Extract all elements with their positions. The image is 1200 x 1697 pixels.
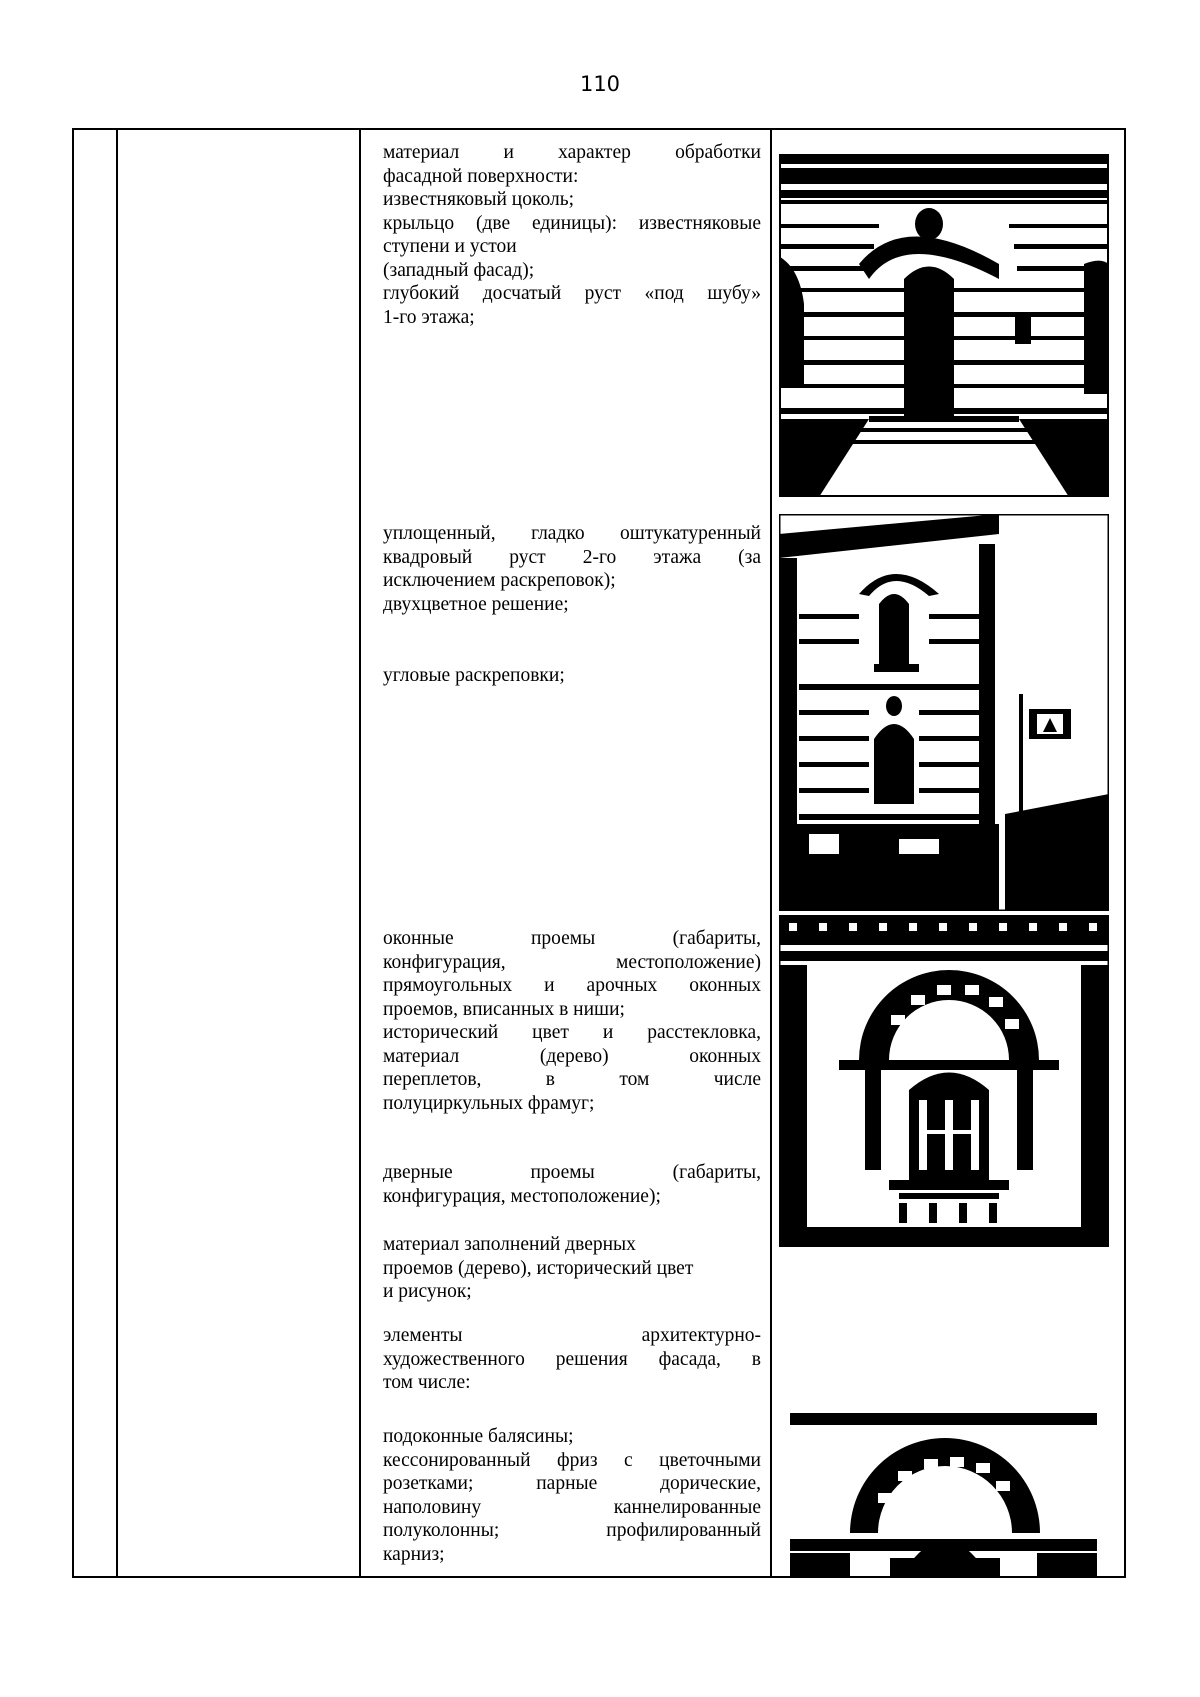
column-divider	[116, 130, 118, 1576]
text-line: и рисунок;	[383, 1281, 472, 1302]
coffered-arch-frieze-photo	[790, 1413, 1097, 1576]
text-line: квадровый руст 2-го этажа (за	[383, 546, 761, 568]
text-line: (западный фасад);	[383, 259, 535, 281]
text-line: исторический цвет и расстекловка,	[383, 1022, 761, 1043]
text-block-window-openings	[383, 927, 761, 1115]
arched-entrance-facade-photo	[779, 154, 1109, 497]
text-line: элементы архитектурно-	[383, 1325, 761, 1346]
text-line: том числе:	[383, 1372, 471, 1393]
page-number: 110	[579, 72, 621, 96]
text-line: известняковый цоколь;	[383, 189, 575, 210]
arched-window-detail-photo	[779, 915, 1109, 1247]
text-line: материал (дерево) оконных	[383, 1045, 761, 1067]
text-block-corner-projections	[383, 664, 761, 688]
text-line: материал и характер обработки	[383, 142, 761, 163]
text-line: художественного решения фасада, в	[383, 1348, 761, 1370]
text-block-door-openings	[383, 1161, 761, 1208]
corner-facade-two-storey-photo	[779, 514, 1109, 911]
text-line: фасадной поверхности:	[383, 165, 579, 187]
text-line: переплетов, в том числе	[383, 1069, 761, 1090]
text-line: полуколонны; профилированный	[383, 1520, 761, 1541]
text-line: 1-го этажа;	[383, 306, 475, 328]
text-line: материал заполнений дверных	[383, 1234, 636, 1255]
text-block-second-floor-rust	[383, 522, 761, 616]
text-line: проемов, вписанных в ниши;	[383, 998, 625, 1020]
text-line: карниз;	[383, 1543, 445, 1565]
text-block-door-fill-material	[383, 1233, 761, 1304]
text-line: наполовину каннелированные	[383, 1496, 761, 1518]
text-line: конфигурация, местоположение)	[383, 951, 761, 973]
column-divider	[770, 130, 772, 1576]
text-block-balusters-frieze-cornice	[383, 1425, 761, 1566]
column-divider	[359, 130, 361, 1576]
text-line: полуциркульных фрамуг;	[383, 1092, 595, 1114]
text-line: подоконные балясины;	[383, 1426, 574, 1447]
text-line: прямоугольных и арочных оконных	[383, 975, 761, 996]
text-line: глубокий досчатый руст «под шубу»	[383, 283, 761, 304]
text-line: оконные проемы (габариты,	[383, 928, 761, 949]
text-line: двухцветное решение;	[383, 593, 569, 615]
text-line: дверные проемы (габариты,	[383, 1162, 761, 1183]
text-line: розетками; парные дорические,	[383, 1473, 761, 1494]
text-line: проемов (дерево), исторический цвет	[383, 1257, 694, 1279]
text-line: угловые раскреповки;	[383, 665, 565, 686]
text-line: уплощенный, гладко оштукатуренный	[383, 523, 761, 544]
text-line: ступени и устои	[383, 236, 517, 257]
text-line: конфигурация, местоположение);	[383, 1185, 661, 1207]
text-line: крыльцо (две единицы): известняковые	[383, 212, 761, 234]
text-line: кессонированный фриз с цветочными	[383, 1449, 761, 1471]
text-block-facade-surface	[383, 141, 761, 329]
text-line: исключением раскреповок);	[383, 570, 616, 591]
text-block-architectural-elements	[383, 1324, 761, 1395]
